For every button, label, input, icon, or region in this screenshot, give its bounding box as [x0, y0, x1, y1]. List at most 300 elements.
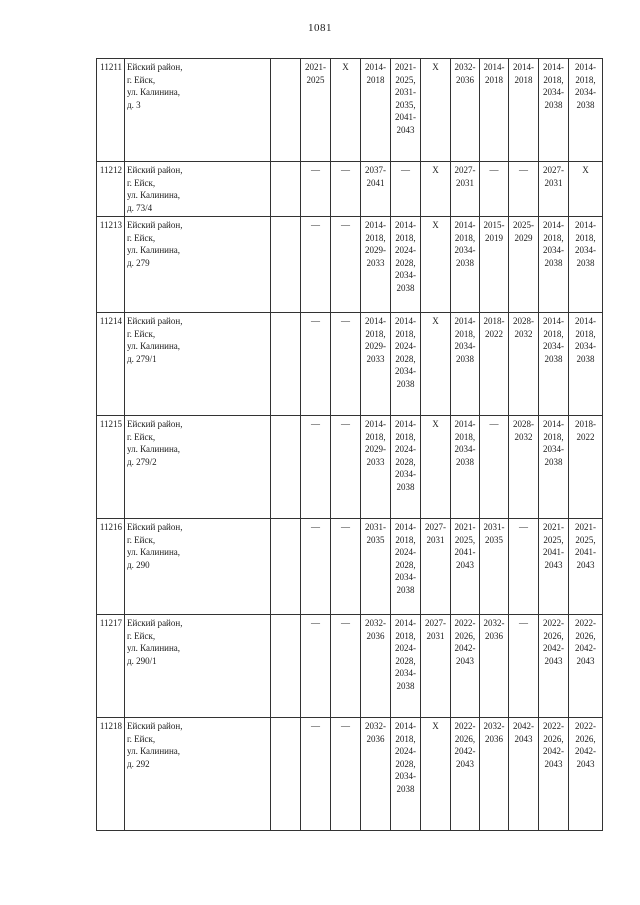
period-text: 2042- [575, 643, 596, 653]
period-text: 2015- [483, 220, 505, 230]
address-cell [125, 59, 271, 162]
period-text: X [432, 62, 439, 72]
period-text: 2014- [483, 62, 505, 72]
period-cell [421, 217, 451, 313]
period-cell [421, 59, 451, 162]
address-line: ул. Калинина, [127, 341, 181, 351]
period-text: 2034- [395, 469, 416, 479]
period-text: 2031- [395, 87, 416, 97]
period-text: 2031- [483, 522, 505, 532]
period-text: 2043 [576, 758, 595, 769]
period-text: 2021- [575, 522, 596, 532]
row-id: 11218 [97, 718, 125, 831]
period-text: 2042- [454, 746, 476, 756]
period-text: 2024- [395, 746, 416, 756]
period-text: 2031 [426, 534, 445, 545]
period-cell [569, 313, 603, 416]
period-cell [331, 59, 361, 162]
period-text: 2034- [395, 366, 416, 376]
period-text: 2038 [396, 481, 415, 492]
period-cell [361, 59, 391, 162]
period-text: 2031- [365, 522, 386, 532]
period-text: 2027- [425, 522, 446, 532]
period-cell [509, 615, 539, 718]
period-text: 2025, [575, 534, 596, 545]
address-line: Ейский район, [127, 316, 183, 326]
period-text: 2022 [485, 328, 503, 339]
period-cell [421, 313, 451, 416]
period-text: 2038 [456, 257, 474, 268]
period-text: 2038 [544, 257, 563, 268]
period-text: 2018, [543, 431, 564, 442]
period-cell [480, 615, 509, 718]
period-cell [331, 217, 361, 313]
period-text: 2014- [395, 721, 416, 731]
period-text: 2028, [395, 257, 416, 268]
period-text: 2018, [395, 431, 416, 442]
period-text: 2018 [366, 74, 385, 85]
period-cell [391, 59, 421, 162]
address-line: г. Ейск, [127, 177, 156, 188]
period-text: X [432, 419, 439, 429]
period-text: 2028, [395, 758, 416, 769]
period-text: 2031 [456, 177, 474, 188]
period-cell [480, 519, 509, 615]
period-cell [480, 313, 509, 416]
period-text: 2024- [395, 341, 416, 351]
row-id: 11212 [97, 162, 125, 217]
period-cell [451, 416, 480, 519]
period-text: — [489, 165, 499, 175]
address-line: г. Ейск, [127, 232, 156, 243]
period-cell [301, 217, 331, 313]
period-text: 2022- [543, 721, 564, 731]
period-text: — [311, 220, 320, 230]
period-text: 2037- [365, 165, 386, 175]
period-text: 2022 [576, 431, 595, 442]
address-line: г. Ейск, [127, 534, 156, 545]
empty-cell [271, 313, 301, 416]
period-text: 2043 [396, 124, 415, 135]
period-text: 2035 [485, 534, 503, 545]
address-line: Ейский район, [127, 220, 183, 230]
period-text: 2032 [514, 431, 533, 442]
period-text: 2022- [454, 618, 476, 628]
period-text: 2036 [485, 630, 503, 641]
address-cell [125, 313, 271, 416]
empty-cell [271, 217, 301, 313]
period-cell [391, 718, 421, 831]
repair-schedule-table [96, 58, 603, 831]
period-text: 2034- [543, 87, 564, 97]
period-text: 2032- [365, 618, 386, 628]
period-cell [480, 416, 509, 519]
period-cell [480, 718, 509, 831]
period-text: — [341, 522, 350, 532]
empty-cell [271, 416, 301, 519]
period-text: 2043 [456, 559, 474, 570]
period-text: 2018, [395, 534, 416, 545]
period-text: 2021- [454, 522, 476, 532]
period-text: 2026, [543, 630, 564, 641]
period-text: X [342, 62, 349, 72]
period-text: 2038 [396, 783, 415, 794]
period-cell [509, 59, 539, 162]
period-text: — [519, 618, 528, 628]
empty-cell [271, 519, 301, 615]
address-cell [125, 217, 271, 313]
row-id: 11213 [97, 217, 125, 313]
period-text: 2031 [544, 177, 563, 188]
period-text: 2038 [576, 353, 595, 364]
period-cell [569, 718, 603, 831]
period-text: 2018, [543, 232, 564, 243]
period-cell [361, 718, 391, 831]
period-text: 2034- [575, 87, 596, 97]
period-cell [301, 162, 331, 217]
period-text: 2029 [514, 232, 533, 243]
period-text: 2034- [395, 771, 416, 781]
period-text: 2014- [365, 62, 386, 72]
period-text: 2038 [576, 257, 595, 268]
period-text: 2014- [454, 220, 476, 230]
table-row [97, 59, 603, 162]
period-text: 2043 [544, 758, 563, 769]
period-cell [509, 416, 539, 519]
period-text: 2014- [543, 419, 564, 429]
period-text: 2042- [513, 721, 534, 731]
empty-cell [271, 162, 301, 217]
period-text: 2029- [365, 341, 386, 351]
address-cell [125, 718, 271, 831]
period-text: 2018, [454, 328, 476, 339]
period-text: — [311, 618, 320, 628]
period-text: 2034- [454, 245, 476, 255]
period-text: — [519, 165, 528, 175]
period-text: 2038 [396, 378, 415, 389]
address-line: Ейский район, [127, 522, 183, 532]
period-text: 2028- [513, 316, 534, 326]
address-line: ул. Калинина, [127, 87, 181, 97]
period-text: 2038 [456, 456, 474, 467]
period-text: 2024- [395, 547, 416, 557]
period-text: 2032- [454, 62, 476, 72]
period-cell [509, 718, 539, 831]
period-cell [421, 162, 451, 217]
period-cell [361, 615, 391, 718]
period-text: 2036 [366, 733, 385, 744]
address-cell [125, 615, 271, 718]
period-text: 2014- [575, 316, 596, 326]
period-text: 2038 [544, 99, 563, 110]
address-cell [125, 416, 271, 519]
period-text: 2018, [575, 328, 596, 339]
period-text: 2034- [395, 572, 416, 582]
period-text: 2027- [543, 165, 564, 175]
period-text: 2032- [483, 721, 505, 731]
period-text: 2032- [483, 618, 505, 628]
period-cell [331, 313, 361, 416]
period-text: 2014- [454, 316, 476, 326]
period-text: 2014- [543, 220, 564, 230]
period-text: 2043 [456, 655, 474, 666]
period-text: — [341, 618, 350, 628]
period-cell [301, 615, 331, 718]
period-text: 2025 [306, 74, 325, 85]
period-text: 2014- [395, 618, 416, 628]
period-text: 2021- [305, 62, 326, 72]
period-text: — [311, 419, 320, 429]
period-cell [421, 615, 451, 718]
period-text: 2018 [514, 74, 533, 85]
period-cell [509, 162, 539, 217]
period-cell [509, 217, 539, 313]
period-text: 2022- [543, 618, 564, 628]
period-text: X [432, 165, 439, 175]
period-text: 2033 [366, 257, 385, 268]
table-row [97, 313, 603, 416]
table-row [97, 217, 603, 313]
period-text: 2034- [575, 245, 596, 255]
period-text: 2018, [543, 328, 564, 339]
period-cell [569, 416, 603, 519]
period-cell [539, 416, 569, 519]
period-text: 2042- [543, 643, 564, 653]
period-text: — [341, 165, 350, 175]
table-row [97, 615, 603, 718]
period-text: 2018 [485, 74, 503, 85]
table-row [97, 718, 603, 831]
period-text: 2041 [366, 177, 385, 188]
period-text: 2028, [395, 353, 416, 364]
address-line: д. 3 [127, 99, 141, 110]
period-text: 2033 [366, 353, 385, 364]
period-text: 2026, [575, 733, 596, 744]
period-cell [451, 718, 480, 831]
period-text: 2036 [456, 74, 474, 85]
period-text: 2038 [396, 584, 415, 595]
period-text: 2024- [395, 245, 416, 255]
address-line: д. 290/1 [127, 655, 157, 666]
period-text: 2024- [395, 643, 416, 653]
period-text: 2029- [365, 444, 386, 454]
period-cell [331, 615, 361, 718]
period-text: 2034- [454, 444, 476, 454]
period-text: — [341, 419, 350, 429]
page-number: 1081 [308, 22, 332, 34]
period-text: — [311, 316, 320, 326]
period-text: 2031 [426, 630, 445, 641]
period-text: 2028, [395, 559, 416, 570]
address-line: Ейский район, [127, 419, 183, 429]
period-text: 2041- [395, 112, 416, 122]
empty-cell [271, 615, 301, 718]
period-text: 2043 [514, 733, 533, 744]
address-line: ул. Калинина, [127, 547, 181, 557]
period-cell [331, 416, 361, 519]
period-text: 2042- [543, 746, 564, 756]
period-cell [539, 162, 569, 217]
period-text: 2022- [575, 618, 596, 628]
address-line: д. 279/1 [127, 353, 157, 364]
period-text: 2034- [395, 668, 416, 678]
period-text: 2038 [456, 353, 474, 364]
period-text: 2014- [365, 419, 386, 429]
period-text: 2034- [395, 270, 416, 280]
period-text: 2014- [365, 220, 386, 230]
period-cell [391, 162, 421, 217]
address-line: д. 279/2 [127, 456, 157, 467]
period-text: 2026, [575, 630, 596, 641]
period-text: 2038 [576, 99, 595, 110]
period-text: 2043 [544, 655, 563, 666]
address-line: г. Ейск, [127, 630, 156, 641]
period-text: 2026, [454, 630, 476, 641]
period-text: 2026, [543, 733, 564, 744]
period-text: 2043 [576, 655, 595, 666]
address-line: Ейский район, [127, 721, 183, 731]
row-id: 11215 [97, 416, 125, 519]
period-text: 2034- [575, 341, 596, 351]
period-cell [361, 162, 391, 217]
empty-cell [271, 59, 301, 162]
row-id: 11214 [97, 313, 125, 416]
period-text: 2014- [575, 220, 596, 230]
period-text: 2014- [454, 419, 476, 429]
period-text: 2025, [454, 534, 476, 545]
period-text: 2018, [395, 733, 416, 744]
period-text: 2028, [395, 456, 416, 467]
period-text: — [341, 316, 350, 326]
period-cell [539, 59, 569, 162]
period-text: 2035, [395, 99, 416, 110]
address-line: ул. Калинина, [127, 444, 181, 454]
period-cell [480, 217, 509, 313]
period-cell [569, 162, 603, 217]
period-text: 2018, [575, 232, 596, 243]
period-text: X [582, 165, 589, 175]
period-cell [421, 718, 451, 831]
address-line: г. Ейск, [127, 733, 156, 744]
period-text: 2014- [395, 220, 416, 230]
period-text: 2036 [366, 630, 385, 641]
period-cell [539, 718, 569, 831]
period-text: — [311, 721, 320, 731]
period-text: 2018, [365, 232, 386, 243]
period-text: 2033 [366, 456, 385, 467]
row-id: 11217 [97, 615, 125, 718]
period-text: 2018, [395, 328, 416, 339]
period-cell [391, 313, 421, 416]
period-cell [451, 519, 480, 615]
period-text: 2034- [543, 245, 564, 255]
period-text: 2018, [365, 328, 386, 339]
period-text: X [432, 316, 439, 326]
period-text: 2034- [543, 444, 564, 454]
period-text: 2014- [543, 316, 564, 326]
period-text: 2035 [366, 534, 385, 545]
row-id: 11216 [97, 519, 125, 615]
period-cell [361, 416, 391, 519]
period-text: 2043 [544, 559, 563, 570]
period-text: 2021- [543, 522, 564, 532]
period-cell [509, 313, 539, 416]
period-cell [391, 615, 421, 718]
period-cell [361, 217, 391, 313]
period-text: 2018, [575, 74, 596, 85]
period-text: 2043 [456, 758, 474, 769]
period-text: 2022- [454, 721, 476, 731]
period-text: — [341, 220, 350, 230]
period-cell [480, 59, 509, 162]
address-line: д. 279 [127, 257, 150, 268]
period-text: 2034- [454, 341, 476, 351]
period-cell [539, 217, 569, 313]
row-id: 11211 [97, 59, 125, 162]
address-line: д. 290 [127, 559, 150, 570]
period-text: 2018- [483, 316, 505, 326]
period-text: 2032- [365, 721, 386, 731]
period-text: 2038 [544, 456, 563, 467]
period-cell [331, 519, 361, 615]
period-cell [391, 519, 421, 615]
period-text: X [432, 220, 439, 230]
period-cell [391, 416, 421, 519]
period-cell [361, 313, 391, 416]
period-text: 2043 [576, 559, 595, 570]
period-text: 2025- [513, 220, 534, 230]
period-cell [539, 313, 569, 416]
period-text: 2028- [513, 419, 534, 429]
address-cell [125, 162, 271, 217]
period-text: — [519, 522, 528, 532]
table-row [97, 162, 603, 217]
period-text: 2019 [485, 232, 503, 243]
address-line: д. 73/4 [127, 202, 153, 213]
period-text: 2014- [513, 62, 534, 72]
period-text: — [311, 522, 320, 532]
period-text: — [311, 165, 320, 175]
period-text: 2027- [425, 618, 446, 628]
address-line: Ейский район, [127, 62, 183, 72]
period-cell [391, 217, 421, 313]
period-cell [421, 416, 451, 519]
table-row [97, 416, 603, 519]
period-cell [421, 519, 451, 615]
address-line: ул. Калинина, [127, 643, 181, 653]
period-text: 2041- [543, 547, 564, 557]
period-cell [539, 519, 569, 615]
period-cell [451, 313, 480, 416]
period-text: 2014- [395, 316, 416, 326]
period-text: 2018- [575, 419, 596, 429]
address-line: г. Ейск, [127, 431, 156, 442]
period-text: 2034- [543, 341, 564, 351]
period-text: 2014- [395, 419, 416, 429]
period-text: 2038 [396, 282, 415, 293]
period-text: 2029- [365, 245, 386, 255]
empty-cell [271, 718, 301, 831]
period-text: 2032 [514, 328, 533, 339]
address-line: г. Ейск, [127, 74, 156, 85]
period-cell [539, 615, 569, 718]
period-text: 2022- [575, 721, 596, 731]
period-cell [331, 162, 361, 217]
address-line: г. Ейск, [127, 328, 156, 339]
period-cell [480, 162, 509, 217]
period-cell [451, 217, 480, 313]
period-cell [301, 718, 331, 831]
